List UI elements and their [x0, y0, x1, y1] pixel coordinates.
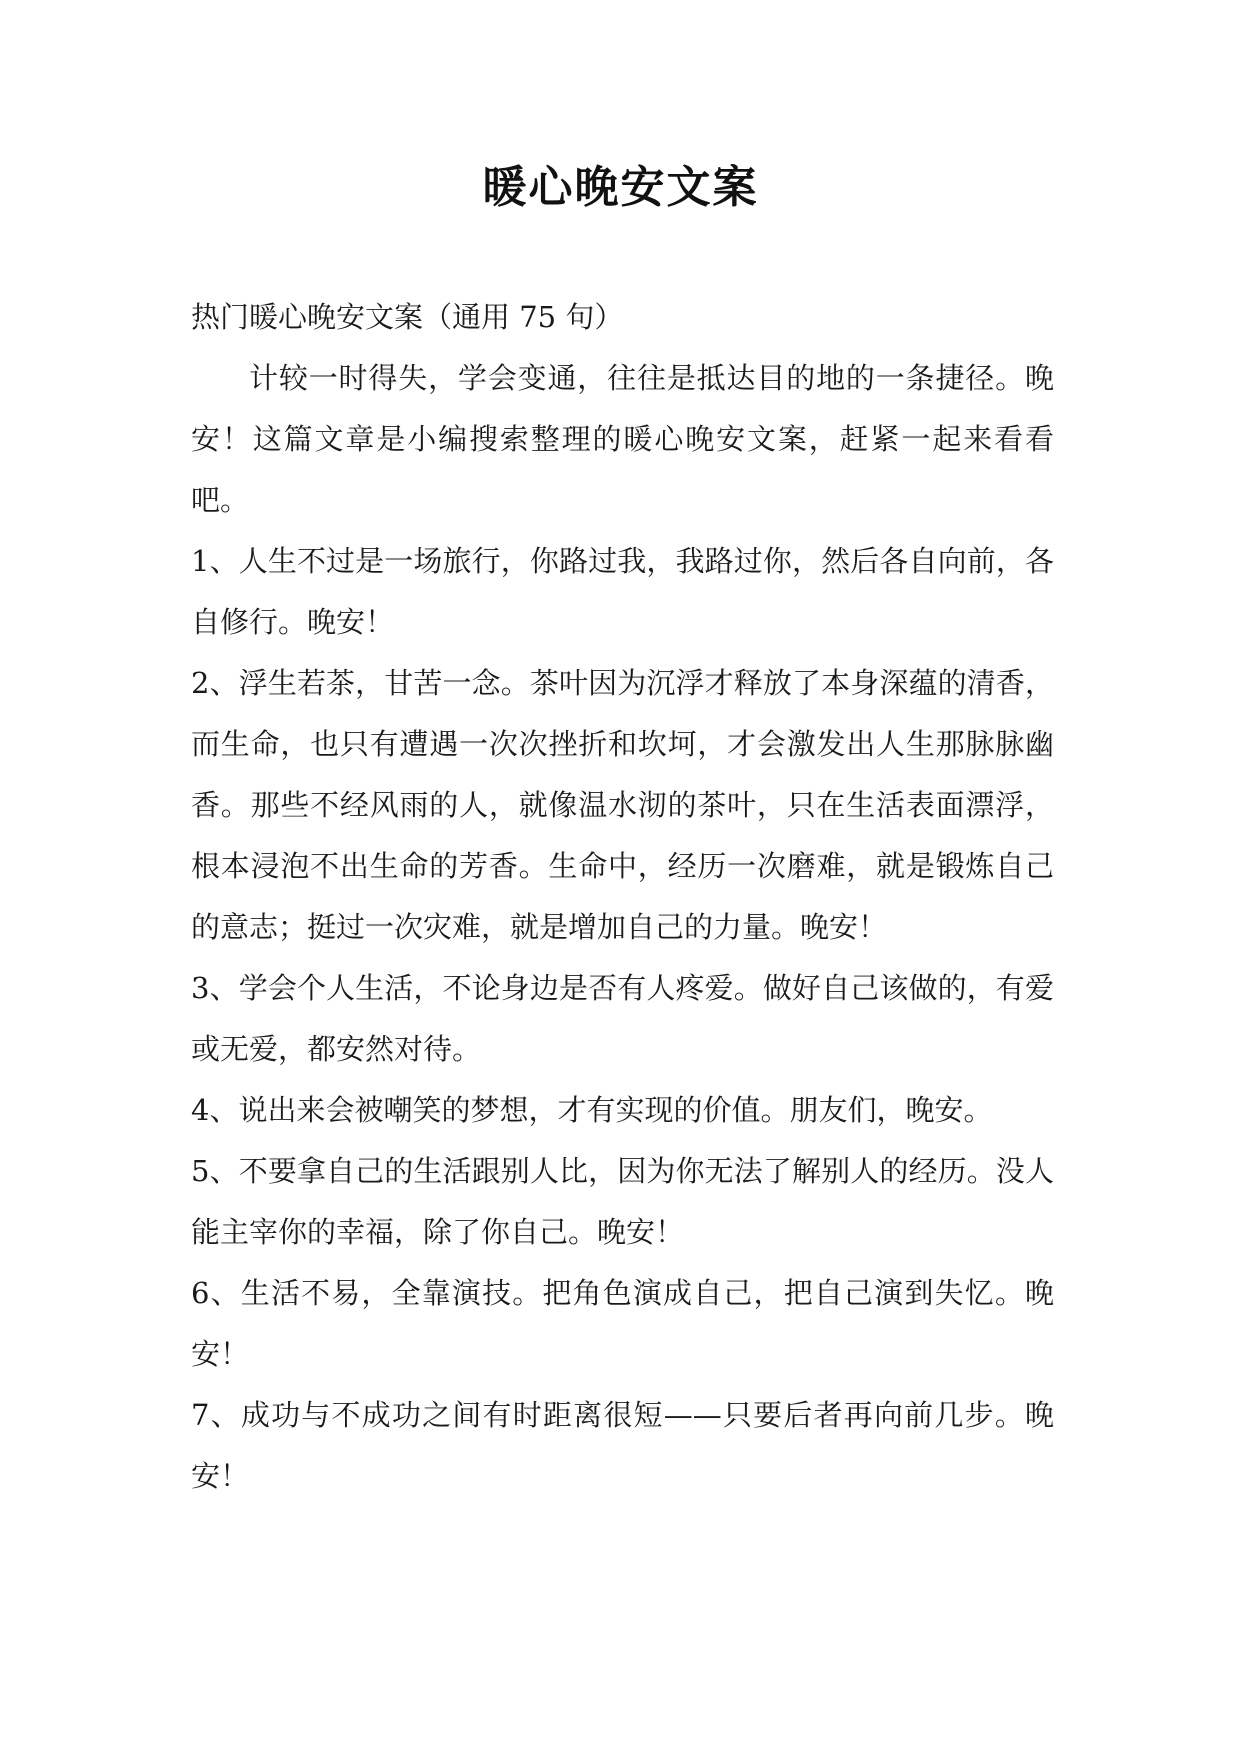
list-item: 7、成功与不成功之间有时距离很短——只要后者再向前几步。晚安！ — [191, 1398, 1054, 1493]
list-item: 3、学会个人生活，不论身边是否有人疼爱。做好自己该做的，有爱或无爱，都安然对待。 — [191, 971, 1054, 1066]
document-subtitle: 热门暖心晚安文案（通用 75 句） — [191, 300, 624, 334]
list-item: 5、不要拿自己的生活跟别人比，因为你无法了解别人的经历。没人能主宰你的幸福，除了你自己。晚安！ — [191, 1154, 1054, 1249]
document-body — [191, 287, 1054, 1507]
document-title: 暖心晚安文案 — [482, 162, 759, 213]
list-item: 1、人生不过是一场旅行，你路过我，我路过你，然后各自向前，各自修行。晚安！ — [191, 544, 1054, 639]
list-item: 2、浮生若茶，甘苦一念。茶叶因为沉浮才释放了本身深蕴的清香，而生命，也只有遭遇一次次挫折和坎坷，才会激发出人生那脉脉幽香。那些不经风雨的人，就像温水沏的茶叶，只在生活表面漂浮，根本浸泡不出生命的芳香。生命中，经历一次磨难，就是锻炼自己的意志；挺过一次灾难，就是增加自己的力量。晚安！ — [191, 666, 1054, 944]
intro-paragraph: 计较一时得失，学会变通，往往是抵达目的地的一条捷径。晚安！这篇文章是小编搜索整理的暖心晚安文案，赶紧一起来看看吧。 — [191, 361, 1054, 517]
list-item: 4、说出来会被嘲笑的梦想，才有实现的价值。朋友们，晚安。 — [191, 1093, 993, 1127]
list-item: 6、生活不易，全靠演技。把角色演成自己，把自己演到失忆。晚安！ — [191, 1276, 1054, 1371]
